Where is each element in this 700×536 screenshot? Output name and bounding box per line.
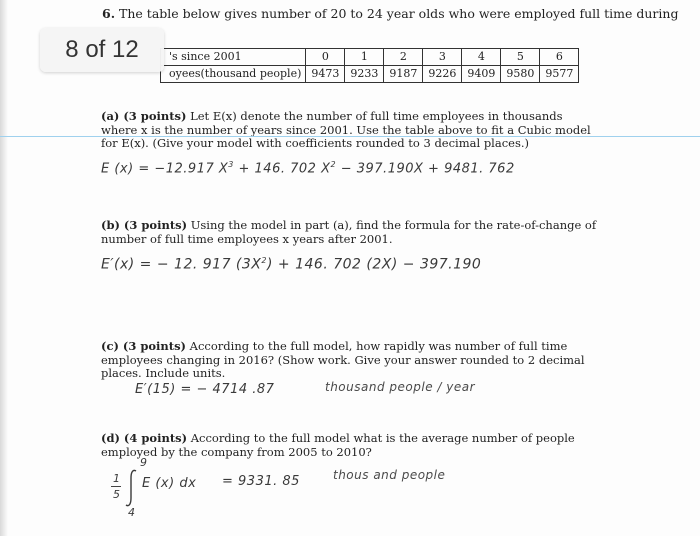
- table-cell: 9473: [306, 66, 345, 83]
- table-cell: 2: [384, 49, 423, 66]
- part-a-tag: (a) (3 points): [101, 109, 187, 123]
- table-cell: 9577: [540, 66, 579, 83]
- table-row-label: oyees(thousand people): [161, 66, 306, 83]
- table-row-employees: [161, 66, 579, 83]
- part-d-text: According to the full model what is the average number of people employed by the company from 2005 to 2010?: [101, 431, 575, 459]
- part-b-tag: (b) (3 points): [101, 218, 188, 232]
- part-a-text: Let E(x) denote the number of full time employees in thousands where x is the number of years since 2001. Use the table above to fit a Cubic model for E(x). (Give your model with coefficients rounded to 3 decimal places.): [101, 109, 591, 150]
- part-c-answer: E′(15) = − 4714 .87: [135, 382, 275, 397]
- part-d-tag: (d) (4 points): [101, 431, 188, 445]
- table-cell: 9580: [501, 66, 540, 83]
- table-row-years: [161, 49, 579, 66]
- table-cell: 3: [423, 49, 462, 66]
- part-c-tag: (c) (3 points): [101, 339, 187, 353]
- table-row-label: 's since 2001: [161, 49, 306, 66]
- fraction-bar: [111, 486, 121, 487]
- part-b-text: Using the model in part (a), find the formula for the rate-of-change of number of full time employees x years after 2001.: [101, 218, 597, 246]
- page-edge-shadow: [0, 0, 8, 536]
- table-cell: 9409: [462, 66, 501, 83]
- part-b-prompt: [101, 219, 601, 246]
- part-a-prompt: [101, 110, 601, 151]
- table-cell: 9226: [423, 66, 462, 83]
- fraction-numerator: 1: [113, 472, 121, 485]
- integrand: E (x) dx: [142, 476, 197, 491]
- table-cell: 4: [462, 49, 501, 66]
- part-c-units: thousand people / year: [325, 380, 476, 394]
- part-c-text: According to the full model, how rapidly was number of full time employees changing in 2016? (Show work. Give your answer rounded to 2 decimal places. Include units.: [101, 339, 585, 380]
- integral-sign-icon: [124, 468, 140, 508]
- fraction-denominator: 5: [113, 488, 121, 501]
- table-cell: 1: [345, 49, 384, 66]
- table-cell: 6: [540, 49, 579, 66]
- table-cell: 5: [501, 49, 540, 66]
- employment-table: [160, 48, 579, 83]
- part-c-prompt: [101, 340, 601, 381]
- table-cell: 9187: [384, 66, 423, 83]
- integral-upper-limit: 9: [140, 456, 148, 469]
- table-cell: 9233: [345, 66, 384, 83]
- part-d-prompt: [101, 432, 601, 459]
- part-a-answer: E (x) = −12.917 $X^3 + 146$. 702 $X^2 - 397.190X + 9481$. 762: [101, 160, 515, 177]
- question-number: 6.: [102, 6, 116, 21]
- question-header: [102, 6, 678, 21]
- integral-lower-limit: 4: [128, 506, 136, 519]
- part-b-answer: E′(x) = − 12. 917 $(3X^2) + 146$. 702 (2X) − 397.190: [101, 256, 482, 273]
- question-text: The table below gives number of 20 to 24 year olds who were employed full time during: [119, 6, 679, 21]
- part-d-result: = 9331. 85: [222, 474, 300, 489]
- page-indicator: 8 of 12: [40, 28, 164, 72]
- selection-guide-line: [0, 136, 700, 137]
- part-d-units: thous and people: [333, 468, 446, 482]
- table-cell: 0: [306, 49, 345, 66]
